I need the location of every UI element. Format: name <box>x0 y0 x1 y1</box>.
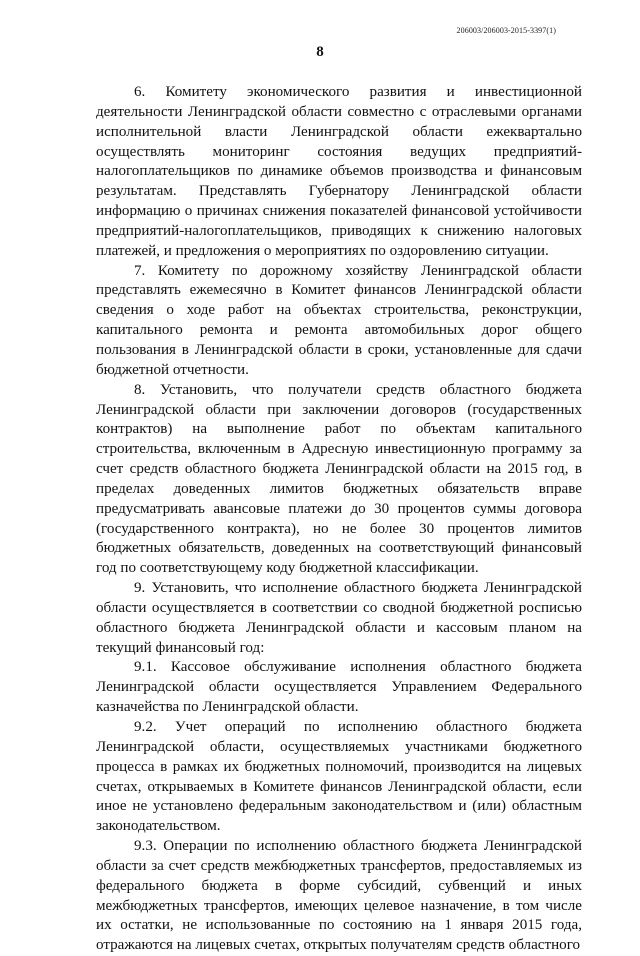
document-body <box>96 83 582 956</box>
document-id: 206003/206003-2015-3397(1) <box>456 26 556 35</box>
paragraph-9-1: 9.1. Кассовое обслуживание исполнения областного бюджета Ленинградской области осуществляется Управлением Федерального казначейства по Ленинградской области. <box>96 659 582 716</box>
paragraph-9-2: 9.2. Учет операций по исполнению областного бюджета Ленинградской области, осуществляемых участниками бюджетного процесса в рамках их бюджетных полномочий, производится на лицевых счетах, открываемых в Комитете финансов Ленинградской области, если иное не установлено федеральным законодательством и (или) областным законодательством. <box>96 719 582 835</box>
paragraph-6: 6. Комитету экономического развития и инвестиционной деятельности Ленинградской области совместно с отраслевыми органами исполнительной власти Ленинградской области ежеквартально осуществлять мониторинг состояния ведущих предприятий-налогоплательщиков по динамике объемов производства и финансовым результатам. Представлять Губернатору Ленинградской области информацию о причинах снижения показателей финансовой устойчивости предприятий-налогоплательщиков, приводящих к снижению налоговых платежей, и предложения о мероприятиях по оздоровлению ситуации. <box>96 84 582 259</box>
paragraph-7: 7. Комитету по дорожному хозяйству Ленинградской области представлять ежемесячно в Комитет финансов Ленинградской области сведения о ходе работ на объектах строительства, реконструкции, капитального ремонта и ремонта автомобильных дорог общего пользования в Ленинградской области в сроки, установленные для сдачи бюджетной отчетности. <box>96 262 582 378</box>
paragraph-9-3: 9.3. Операции по исполнению областного бюджета Ленинградской области за счет средств межбюджетных трансфертов, предоставляемых из федерального бюджета в форме субсидий, субвенций и иных межбюджетных трансфертов, имеющих целевое назначение, в том числе их остатки, не использованные по состоянию на 1 января 2015 года, отражаются на лицевых счетах, открытых получателям средств областного <box>96 838 582 954</box>
page-number: 8 <box>316 44 324 60</box>
paragraph-9: 9. Установить, что исполнение областного бюджета Ленинградской области осуществляется в соответствии со сводной бюджетной росписью областного бюджета Ленинградской области и кассовым планом на текущий финансовый год: <box>96 580 582 656</box>
paragraph-8: 8. Установить, что получатели средств областного бюджета Ленинградской области при заключении договоров (государственных контрактов) на выполнение работ по объектам капитального строительства, включенным в Адресную инвестиционную программу за счет средств областного бюджета Ленинградской области на 2015 год, в пределах доведенных лимитов бюджетных обязательств вправе предусматривать авансовые платежи до 30 процентов суммы договора (государственного контракта), но не более 30 процентов лимитов бюджетных обязательств, доведенных на соответствующий финансовый год по соответствующему коду бюджетной классификации. <box>96 381 582 577</box>
